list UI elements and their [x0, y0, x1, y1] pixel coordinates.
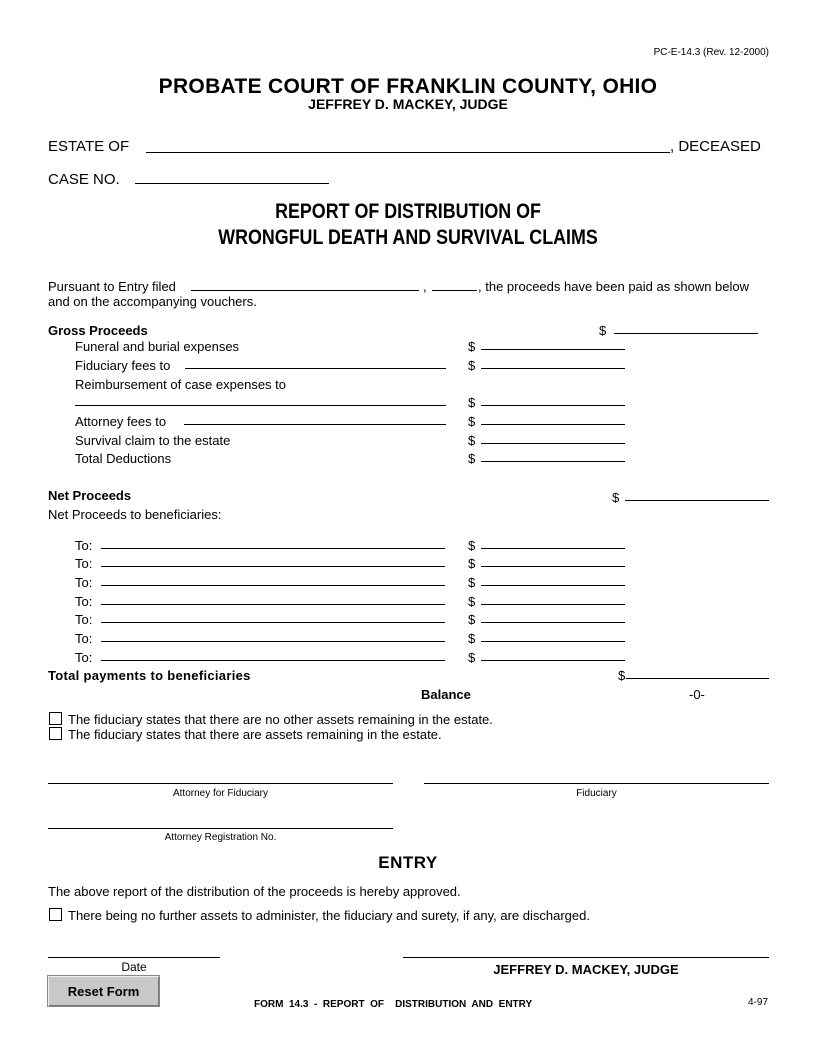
reimbursement-label: Reimbursement of case expenses to: [75, 377, 286, 392]
balance-value: -0-: [689, 687, 705, 702]
beneficiary-name-field[interactable]: [101, 660, 445, 661]
no-other-assets-label: The fiduciary states that there are no other assets remaining in the estate.: [68, 712, 493, 727]
court-name: PROBATE COURT OF FRANKLIN COUNTY, OHIO: [158, 75, 658, 98]
funeral-label: Funeral and burial expenses: [75, 339, 240, 354]
to-label: To:: [75, 612, 93, 627]
discharged-label: There being no further assets to administer, the fiduciary and surety, if any, are discharged.: [68, 908, 590, 923]
total-deductions-amount[interactable]: [481, 461, 625, 462]
gross-proceeds-amount[interactable]: [614, 333, 758, 334]
beneficiary-name-field[interactable]: [101, 604, 445, 605]
entry-judge-label: JEFFREY D. MACKEY, JUDGE: [493, 962, 679, 977]
pursuant-suffix: , the proceeds have been paid as shown below: [478, 279, 750, 294]
total-deductions-dollar: $: [468, 451, 476, 466]
attorney-registration-field[interactable]: [48, 828, 393, 829]
entry-heading: ENTRY: [378, 853, 438, 872]
beneficiary-dollar: $: [468, 575, 476, 590]
fiduciary-label: Fiduciary: [576, 788, 617, 799]
report-title-line1: REPORT OF DISTRIBUTION OF: [275, 200, 541, 223]
total-payments-dollar: $: [618, 668, 626, 683]
survival-claim-dollar: $: [468, 433, 476, 448]
beneficiary-amount-field[interactable]: [481, 604, 625, 605]
no-other-assets-checkbox[interactable]: [49, 712, 62, 725]
date-label: Date: [121, 960, 147, 974]
beneficiary-dollar: $: [468, 631, 476, 646]
survival-claim-label: Survival claim to the estate: [75, 433, 231, 448]
beneficiary-amount-field[interactable]: [481, 566, 625, 567]
attorney-fees-amount[interactable]: [481, 424, 625, 425]
discharged-checkbox[interactable]: [49, 908, 62, 921]
reset-form-button[interactable]: Reset Form: [47, 975, 160, 1007]
fiduciary-fees-payee[interactable]: [185, 368, 446, 369]
beneficiary-amount-field[interactable]: [481, 548, 625, 549]
beneficiary-name-field[interactable]: [101, 566, 445, 567]
footer-form-name: FORM 14.3 - REPORT OF DISTRIBUTION AND ENTRY: [254, 999, 533, 1010]
net-to-beneficiaries-label: Net Proceeds to beneficiaries:: [48, 507, 222, 522]
fiduciary-fees-label: Fiduciary fees to: [75, 358, 171, 373]
fiduciary-fees-dollar: $: [468, 358, 476, 373]
survival-claim-amount[interactable]: [481, 443, 625, 444]
entry-filed-date-field[interactable]: [191, 290, 419, 291]
case-no-label: CASE NO.: [48, 171, 120, 188]
funeral-dollar: $: [468, 339, 476, 354]
net-proceeds-label: Net Proceeds: [48, 488, 132, 503]
gross-dollar: $: [599, 323, 607, 338]
entry-approved-text: The above report of the distribution of the proceeds is hereby approved.: [48, 884, 461, 899]
beneficiary-name-field[interactable]: [101, 548, 445, 549]
beneficiary-dollar: $: [468, 650, 476, 665]
assets-remaining-label: The fiduciary states that there are assets remaining in the estate.: [68, 727, 442, 742]
beneficiary-dollar: $: [468, 538, 476, 553]
attorney-registration-label: Attorney Registration No.: [164, 832, 277, 843]
attorney-signature-field[interactable]: [48, 783, 393, 784]
total-deductions-label: Total Deductions: [75, 451, 172, 466]
funeral-amount[interactable]: [481, 349, 625, 350]
fiduciary-fees-amount[interactable]: [481, 368, 625, 369]
beneficiary-dollar: $: [468, 556, 476, 571]
report-title-line2: WRONGFUL DEATH AND SURVIVAL CLAIMS: [218, 226, 598, 249]
net-dollar: $: [612, 490, 620, 505]
total-payments-label: Total payments to beneficiaries: [48, 668, 251, 683]
form-code: PC-E-14.3 (Rev. 12-2000): [653, 47, 769, 58]
to-label: To:: [75, 650, 93, 665]
to-label: To:: [75, 538, 93, 553]
beneficiary-amount-field[interactable]: [481, 641, 625, 642]
judge-signature-field[interactable]: [403, 957, 769, 958]
beneficiary-dollar: $: [468, 612, 476, 627]
balance-label: Balance: [421, 687, 471, 702]
estate-of-label: ESTATE OF: [48, 138, 130, 155]
footer-code: 4-97: [747, 997, 768, 1008]
court-judge: JEFFREY D. MACKEY, JUDGE: [308, 96, 508, 112]
reimbursement-amount[interactable]: [481, 405, 625, 406]
entry-filed-year-field[interactable]: [432, 290, 477, 291]
beneficiary-amount-field[interactable]: [481, 622, 625, 623]
to-label: To:: [75, 556, 93, 571]
to-label: To:: [75, 631, 93, 646]
beneficiary-name-field[interactable]: [101, 641, 445, 642]
deceased-label: , DECEASED: [670, 138, 761, 155]
to-label: To:: [75, 594, 93, 609]
total-payments-amount[interactable]: [626, 678, 769, 679]
to-label: To:: [75, 575, 93, 590]
reimbursement-payee[interactable]: [75, 405, 446, 406]
beneficiary-name-field[interactable]: [101, 585, 445, 586]
fiduciary-signature-field[interactable]: [424, 783, 769, 784]
beneficiary-amount-field[interactable]: [481, 585, 625, 586]
beneficiary-name-field[interactable]: [101, 622, 445, 623]
attorney-fees-payee[interactable]: [184, 424, 446, 425]
pursuant-line2: and on the accompanying vouchers.: [48, 294, 257, 309]
date-field[interactable]: [48, 957, 220, 958]
net-proceeds-amount[interactable]: [625, 500, 769, 501]
assets-remaining-checkbox[interactable]: [49, 727, 62, 740]
attorney-fees-dollar: $: [468, 414, 476, 429]
attorney-fees-label: Attorney fees to: [75, 414, 167, 429]
reimbursement-dollar: $: [468, 395, 476, 410]
pursuant-prefix: Pursuant to Entry filed: [48, 279, 176, 294]
gross-proceeds-label: Gross Proceeds: [48, 323, 148, 338]
pursuant-comma: ,: [423, 279, 427, 294]
beneficiary-amount-field[interactable]: [481, 660, 625, 661]
beneficiary-dollar: $: [468, 594, 476, 609]
estate-name-field[interactable]: [146, 152, 670, 153]
case-no-field[interactable]: [135, 183, 329, 184]
attorney-for-fiduciary-label: Attorney for Fiduciary: [172, 788, 269, 799]
